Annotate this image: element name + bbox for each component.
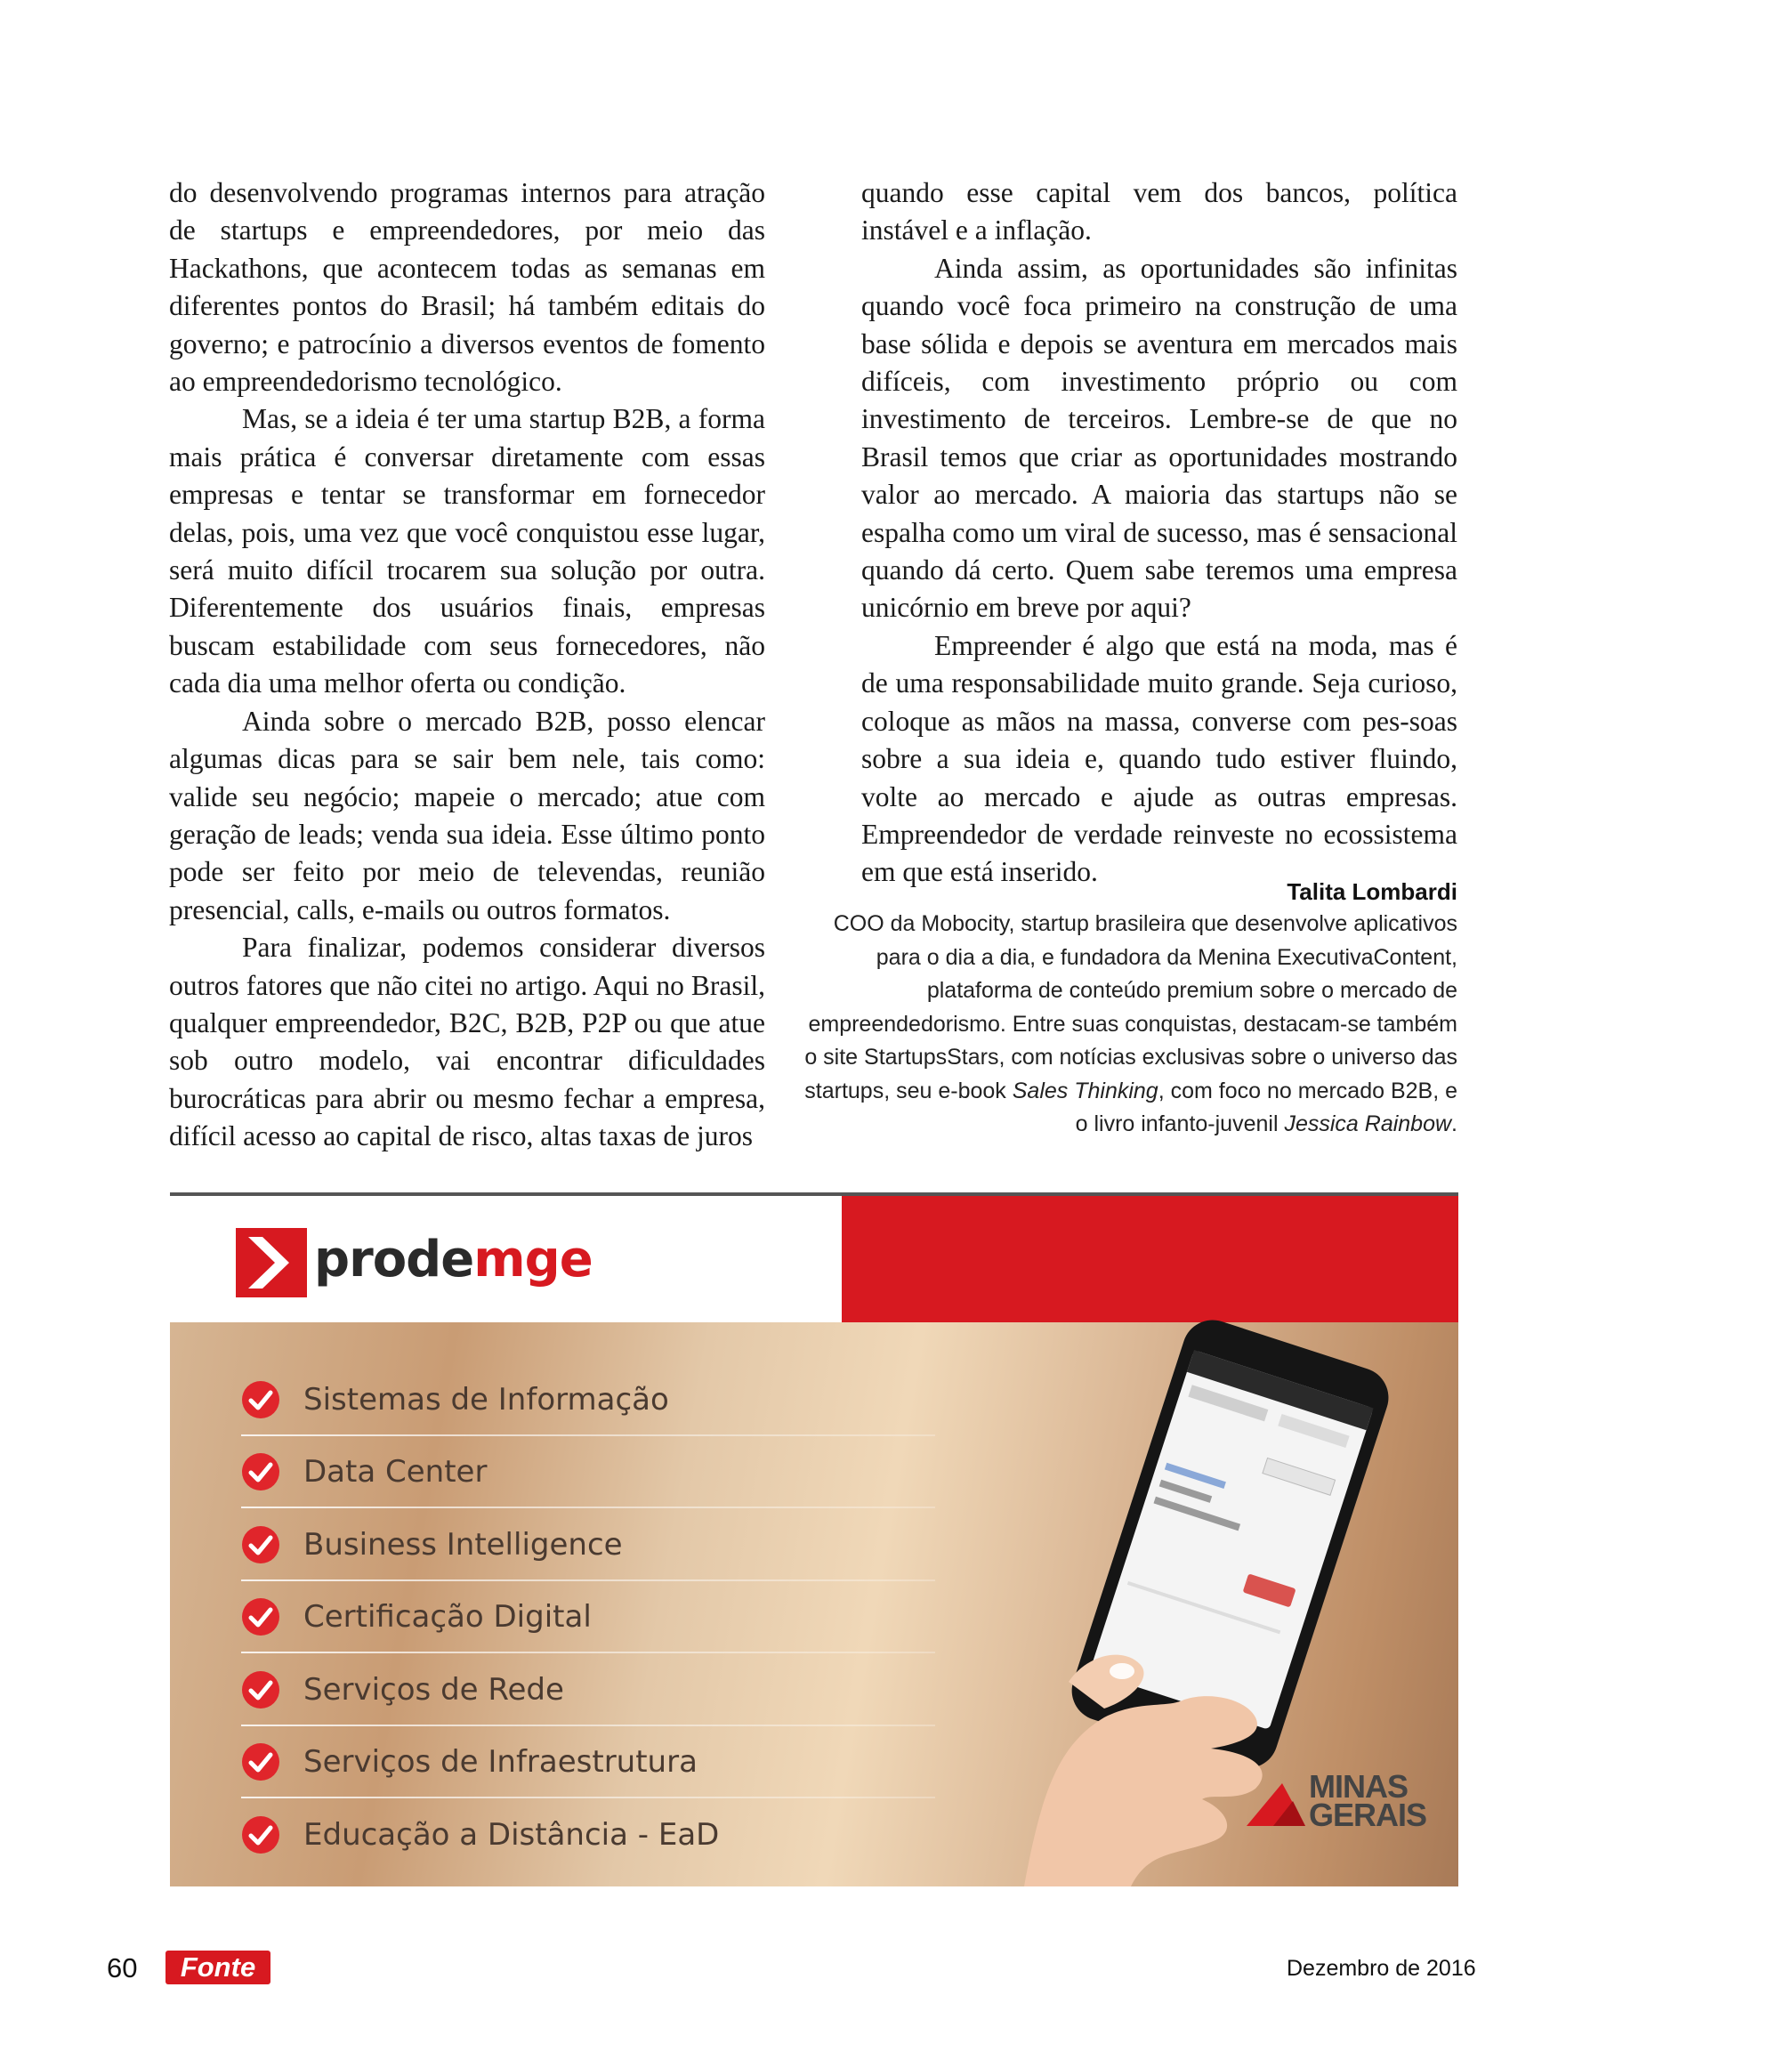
- prodemge-logo-icon: [236, 1228, 307, 1297]
- service-label: Sistemas de Informação: [303, 1381, 669, 1418]
- service-item: [241, 1726, 935, 1799]
- paragraph: Ainda assim, as oportunidades são infinitas quando você foca primeiro na construção de uma base sólida e depois se aventura em mercados mais difíceis, com investimento próprio ou com investimento de terceiros. Lembre-se de que no Brasil temos que criar as oportunidades mostrando valor ao mercado. A maioria das startups não se espalha como um viral de sucesso, mas é sensacional quando dá certo. Quem sabe teremos uma empresa unicórnio em breve por aqui?: [861, 252, 1457, 624]
- tagline-line: TECNOLOGIA A SERVIÇO: [1571, 1223, 1792, 1308]
- minas-gerais-line: GERAIS: [1309, 1797, 1427, 1833]
- prodemge-wordmark: [314, 1232, 593, 1289]
- paragraph: Ainda sobre o mercado B2B, posso elencar algumas dicas para se sair bem nele, tais como: valide seu negócio; mapeie o mercado; atue com geração de leads; venda sua ideia. Esse último ponto pode ser feito por meio de televendas, reunião presencial, calls, e-mails ou outros formatos.: [169, 705, 765, 925]
- ad-header-tagline-area: [842, 1196, 1792, 1401]
- check-circle-icon: [241, 1670, 280, 1709]
- check-circle-icon: [241, 1597, 280, 1636]
- hand-illustration: [989, 1566, 1327, 1886]
- minas-gerais-logo: [1247, 1768, 1427, 1833]
- author-bio-text: .: [1451, 1111, 1457, 1136]
- paragraph: Para finalizar, podemos considerar diversos outros fatores que não citei no artigo. Aqui no Brasil, qualquer empreendedor, B2C, B2B, P2P ou que atue sob outro modelo, vai encontrar dificuldades burocráticas para abrir ou mesmo fechar a empresa, difícil acesso ao capital de risco, altas taxas de juros: [169, 932, 765, 1152]
- service-label: Data Center: [303, 1454, 488, 1490]
- check-circle-icon: [241, 1452, 280, 1491]
- tagline-line: DA CIDADANIA: [1571, 1315, 1761, 1401]
- article-left-column: [169, 174, 765, 1156]
- author-block: [801, 876, 1457, 1142]
- brand-suffix: mge: [473, 1231, 593, 1289]
- minas-gerais-line: MINAS: [1309, 1768, 1408, 1805]
- service-label: Serviços de Infraestrutura: [303, 1744, 698, 1781]
- service-label: Educação a Distância - EaD: [303, 1816, 720, 1853]
- check-circle-icon: [241, 1742, 280, 1781]
- service-item: [241, 1653, 935, 1726]
- service-item: [241, 1436, 935, 1509]
- paragraph: do desenvolvendo programas internos para atração de startups e empreendedores, por meio das Hackathons, que acontecem todas as semanas em diferentes pontos do Brasil; há também editais do governo; e patrocínio a diversos eventos de fomento ao empreendedorismo tecnológico.: [169, 177, 765, 398]
- service-label: Serviços de Rede: [303, 1671, 564, 1708]
- paragraph: Empreender é algo que está na moda, mas é de uma responsabilidade muito grande. Seja curioso, coloque as mãos na massa, converse com pes-soas sobre a sua ideia e, quando tudo estiver fluindo, volte ao mercado e ajude as outras empresas. Empreendedor de verdade reinveste no ecossistema em que está inserido.: [861, 629, 1457, 888]
- issue-date: Dezembro de 2016: [1287, 1956, 1476, 1981]
- book-title: Jessica Rainbow: [1284, 1111, 1452, 1136]
- magazine-name: Fonte: [180, 1951, 256, 1983]
- author-bio: [801, 908, 1457, 1142]
- service-item: [241, 1581, 935, 1654]
- check-circle-icon: [241, 1525, 280, 1564]
- paragraph: Mas, se a ideia é ter uma startup B2B, a forma mais prática é conversar diretamente com essas empresas e tentar se transformar em fornecedor delas, pois, uma vez que você conquistou esse lugar, será muito difícil trocarem sua solução por outra. Diferentemente dos usuários finais, empresas buscam estabilidade com seus fornecedores, não cada dia uma melhor oferta ou condição.: [169, 403, 765, 699]
- minas-gerais-wordmark: [1309, 1768, 1427, 1833]
- paragraph: quando esse capital vem dos bancos, política instável e a inflação.: [861, 177, 1457, 246]
- service-item: [241, 1798, 935, 1871]
- author-bio-text: , com foco no mercado B2B, e o livro infanto-juvenil: [1075, 1078, 1457, 1136]
- ad-tagline: [1571, 1219, 1792, 1404]
- magazine-logo: [165, 1951, 270, 1984]
- service-label: Certificação Digital: [303, 1599, 592, 1636]
- minas-gerais-triangle-icon: [1247, 1776, 1305, 1826]
- author-name: Talita Lombardi: [1287, 878, 1457, 905]
- check-circle-icon: [241, 1380, 280, 1419]
- service-label: Business Intelligence: [303, 1526, 623, 1563]
- author-bio-text: COO da Mobocity, startup brasileira que desenvolve aplicativos para o dia a dia, e fundadora da Menina ExecutivaContent, plataforma de conteúdo premium sobre o mercado de empreendedorismo. Entre suas conquistas, destacam-se também o site StartupsStars, com notícias exclusivas sobre o universo das startups, seu e-book: [804, 911, 1457, 1103]
- service-item: [241, 1508, 935, 1581]
- check-circle-icon: [241, 1815, 280, 1854]
- prodemge-advertisement: [170, 1192, 1792, 1886]
- page-number: 60: [107, 1952, 138, 1983]
- ad-header-logo-area: [170, 1196, 842, 1322]
- book-title: Sales Thinking: [1012, 1078, 1158, 1103]
- article-right-column: [861, 174, 1457, 892]
- brand-prefix: prode: [314, 1231, 474, 1289]
- services-list: [241, 1363, 935, 1871]
- service-item: [241, 1363, 935, 1436]
